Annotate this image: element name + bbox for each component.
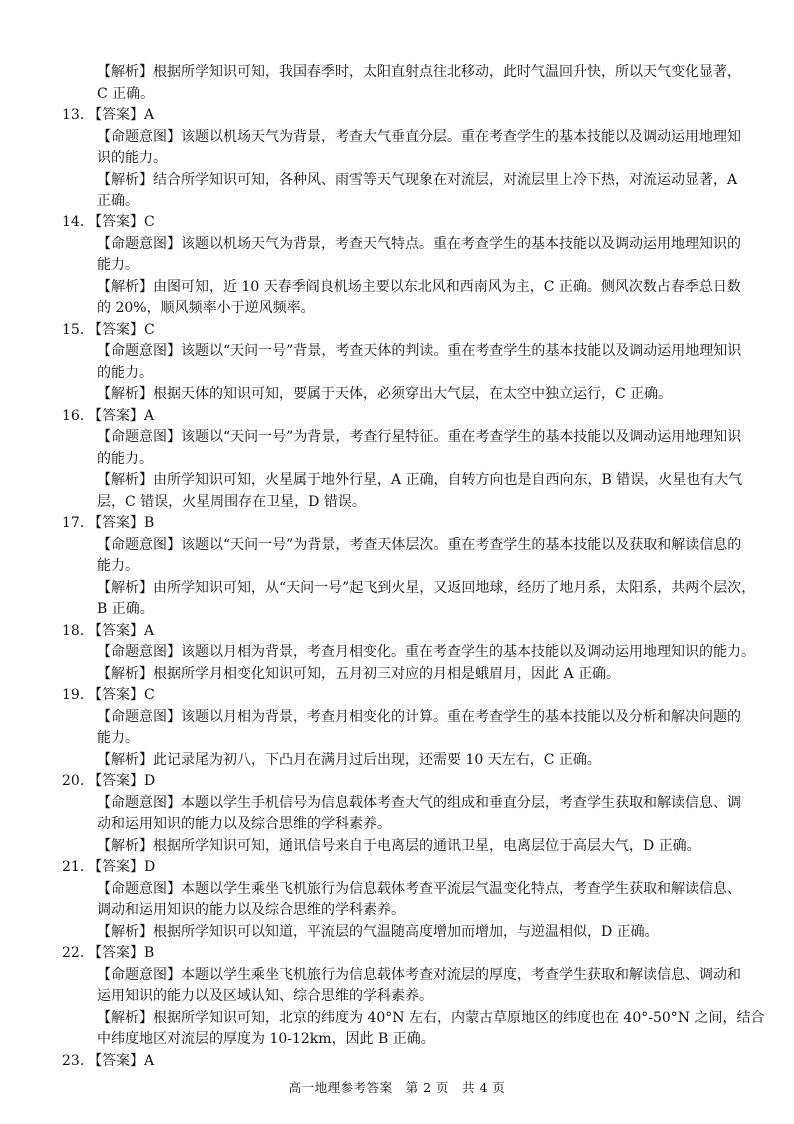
text-line: 【命题意图】该题以机场天气为背景，考查大气垂直分层。重在考查学生的基本技能以及调动运用地理知 xyxy=(97,129,741,145)
text-line: 【解析】由图可知，近 10 天春季阎良机场主要以东北风和西南风为主，C 正确。侧风次数占春季总日数 xyxy=(97,279,741,295)
question-number: 17. xyxy=(62,515,85,531)
text-line: 层，C 错误，火星周围存在卫星，D 错误。 xyxy=(97,494,366,510)
answer-line: 【答案】B xyxy=(88,515,155,531)
question-number: 19. xyxy=(62,687,85,703)
question-number: 18. xyxy=(62,623,85,639)
text-line: 运用知识的能力以及区域认知、综合思维的学科素养。 xyxy=(97,988,433,1004)
text-line: 能力。 xyxy=(97,730,139,746)
question-number: 13. xyxy=(62,107,85,123)
text-line: 【解析】结合所学知识可知，各种风、雨雪等天气现象在对流层，对流层里上冷下热，对流运动显著，A xyxy=(97,172,738,188)
page-footer: 高一地理参考答案 第 2 页 共 4 页 xyxy=(288,1080,506,1095)
answer-line: 【答案】D xyxy=(88,859,156,875)
text-line: 【解析】根据所学知识可知，通讯信号来自于电离层的通讯卫星，电离层位于高层大气，D 正确。 xyxy=(97,838,701,854)
text-line: 【命题意图】该题以月相为背景，考查月相变化的计算。重在考查学生的基本技能以及分析和解决问题的 xyxy=(97,709,741,725)
answer-line: 【答案】C xyxy=(88,322,155,338)
text-line: 【解析】由所学知识可知，从“天问一号”起飞到火星，又返回地球，经历了地月系，太阳系，共两个层次， xyxy=(97,580,756,596)
text-line: 识的能力。 xyxy=(97,150,167,166)
answer-line: 【答案】A xyxy=(88,107,155,123)
text-line: 的能力。 xyxy=(97,365,153,381)
text-line: 【命题意图】本题以学生手机信号为信息载体考查大气的组成和垂直分层，考查学生获取和解读信息、调 xyxy=(97,795,741,811)
text-line: B 正确。 xyxy=(97,601,154,617)
question-number: 21. xyxy=(62,859,85,875)
text-line: 【解析】根据所学月相变化知识可知，五月初三对应的月相是蛾眉月，因此 A 正确。 xyxy=(97,666,621,682)
text-line: 【解析】此记录尾为初八，下凸月在满月过后出现，还需要 10 天左右，C 正确。 xyxy=(97,752,601,768)
text-line: 【解析】由所学知识可知，火星属于地外行星，A 正确，自转方向也是自西向东，B 错误，火星也有大气 xyxy=(97,472,743,488)
text-line: 【命题意图】该题以“天问一号”为背景，考查行星特征。重在考查学生的基本技能以及调动运用地理知识 xyxy=(97,429,742,445)
question-number: 22. xyxy=(62,945,85,961)
answer-line: 【答案】A xyxy=(88,408,155,424)
text-line: 能力。 xyxy=(97,558,139,574)
answer-line: 【答案】A xyxy=(88,623,155,639)
text-line: 【解析】根据所学知识可知，北京的纬度为 40°N 左右，内蒙古草原地区的纬度也在 40°-50°N 之间，结合 xyxy=(97,1010,765,1026)
text-line: 能力。 xyxy=(97,257,139,273)
text-line: 调动和运用知识的能力以及综合思维的学科素养。 xyxy=(97,902,405,918)
text-line: 【解析】根据所学知识可以知道，平流层的气温随高度增加而增加，与逆温相似，D 正确。 xyxy=(97,924,659,940)
text-line: 中纬度地区对流层的厚度为 10-12km，因此 B 正确。 xyxy=(97,1031,435,1047)
question-number: 20. xyxy=(62,773,85,789)
text-line: 动和运用知识的能力以及综合思维的学科素养。 xyxy=(97,816,391,832)
answer-line: 【答案】C xyxy=(88,214,155,230)
text-line: 【解析】根据所学知识可知，我国春季时，太阳直射点往北移动，此时气温回升快，所以天气变化显著， xyxy=(97,64,741,80)
answer-line: 【答案】C xyxy=(88,687,155,703)
text-line: 【命题意图】该题以机场天气为背景，考查天气特点。重在考查学生的基本技能以及调动运用地理知识的 xyxy=(97,236,741,252)
question-number: 16. xyxy=(62,408,85,424)
text-line: 【命题意图】该题以“天问一号”背景，考查天体的判读。重在考查学生的基本技能以及调动运用地理知识 xyxy=(97,343,742,359)
text-line: 【命题意图】本题以学生乘坐飞机旅行为信息载体考查平流层气温变化特点，考查学生获取和解读信息、 xyxy=(97,881,741,897)
text-line: 的 20%，顺风频率小于逆风频率。 xyxy=(97,300,315,316)
text-line: 【命题意图】该题以月相为背景，考查月相变化。重在考查学生的基本技能以及调动运用地理知识的能力。 xyxy=(97,644,755,660)
text-line: 的能力。 xyxy=(97,451,153,467)
text-line: 【命题意图】本题以学生乘坐飞机旅行为信息载体考查对流层的厚度，考查学生获取和解读信息、调动和 xyxy=(97,967,741,983)
answer-line: 【答案】A xyxy=(88,1053,155,1069)
question-number: 14. xyxy=(62,214,85,230)
answer-line: 【答案】D xyxy=(88,773,156,789)
text-line: 正确。 xyxy=(97,193,139,209)
text-line: C 正确。 xyxy=(97,86,155,102)
text-line: 【解析】根据天体的知识可知，要属于天体，必须穿出大气层，在太空中独立运行，C 正确。 xyxy=(97,386,673,402)
text-line: 【命题意图】该题以“天问一号”为背景，考查天体层次。重在考查学生的基本技能以及获取和解读信息的 xyxy=(97,537,742,553)
question-number: 23. xyxy=(62,1053,85,1069)
answer-line: 【答案】B xyxy=(88,945,155,961)
question-number: 15. xyxy=(62,322,85,338)
